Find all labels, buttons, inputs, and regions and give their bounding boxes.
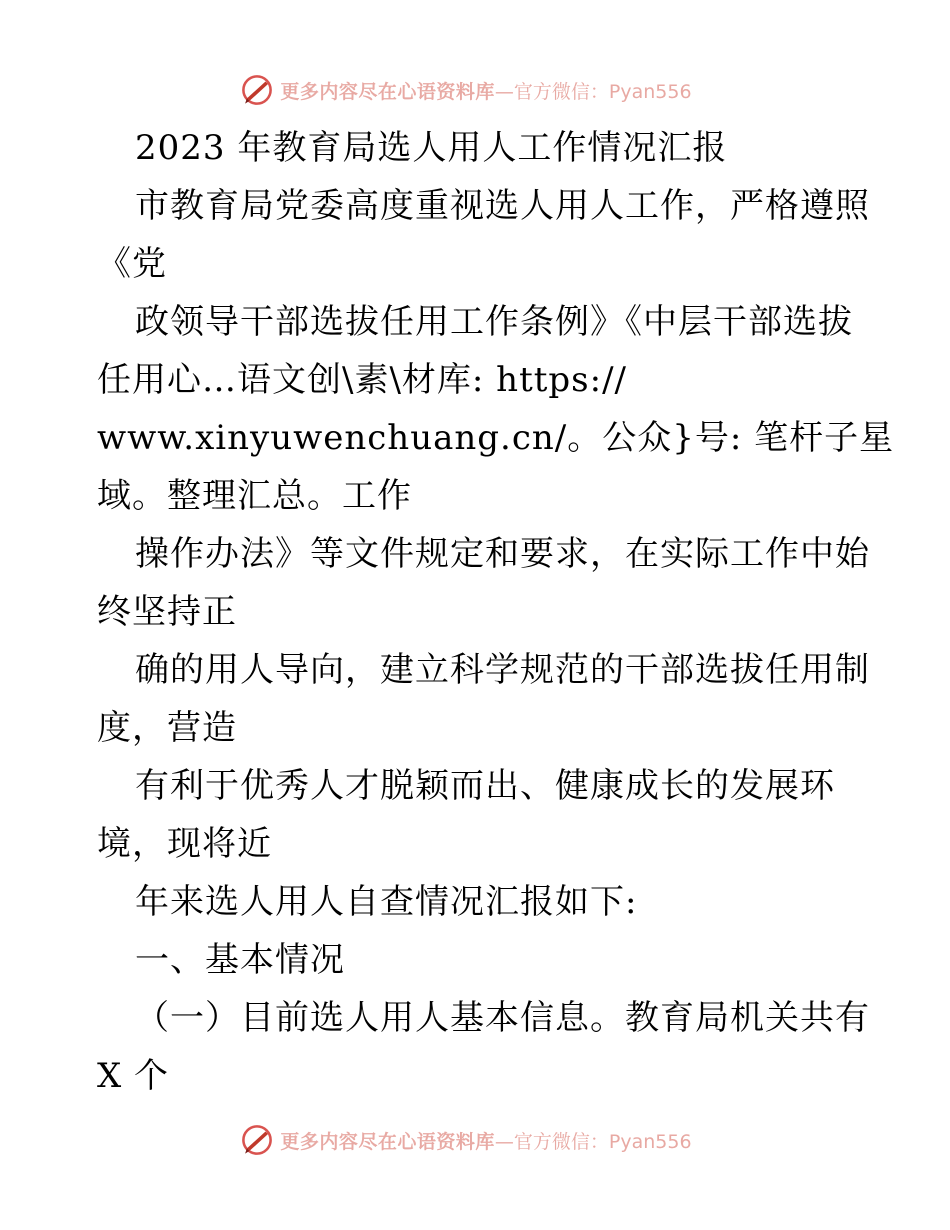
document-line: X 个 xyxy=(97,1056,170,1096)
document-line: 《党 xyxy=(97,244,167,284)
document-line: 年来选人用人自查情况汇报如下: xyxy=(135,882,638,922)
watermark-contact-text: —官方微信：Pyan556 xyxy=(494,1130,692,1153)
document-line: 度，营造 xyxy=(97,708,237,748)
document-line: www.xinyuwenchuang.cn/。公众}号: 笔杆子星 xyxy=(97,418,895,458)
document-line: 操作办法》等文件规定和要求，在实际工作中始 xyxy=(135,534,870,574)
document-title: 2023 年教育局选人用人工作情况汇报 xyxy=(135,128,728,168)
section-heading: 一、基本情况 xyxy=(135,940,345,980)
document-line: （一）目前选人用人基本信息。教育局机关共有 xyxy=(135,998,870,1038)
document-line: 政领导干部选拔任用工作条例》《中层干部选拔 xyxy=(135,302,853,342)
watermark-main-text: 更多内容尽在心语资料库 xyxy=(280,80,495,103)
document-line: 有利于优秀人才脱颖而出、健康成长的发展环 xyxy=(135,766,835,806)
document-line: 市教育局党委高度重视选人用人工作，严格遵照 xyxy=(135,186,870,226)
watermark-main-text: 更多内容尽在心语资料库 xyxy=(280,1130,495,1153)
document-line: 任用心…语文创\素\材库: https:// xyxy=(97,360,627,400)
pen-logo-icon xyxy=(240,1123,274,1157)
document-line: 域。整理汇总。工作 xyxy=(97,476,412,516)
watermark-banner-bottom xyxy=(0,1120,950,1160)
document-line: 终坚持正 xyxy=(97,592,237,632)
document-line: 境，现将近 xyxy=(97,824,272,864)
document-line: 确的用人导向，建立科学规范的干部选拔任用制 xyxy=(135,650,870,690)
watermark-contact-text: —官方微信：Pyan556 xyxy=(494,80,692,103)
